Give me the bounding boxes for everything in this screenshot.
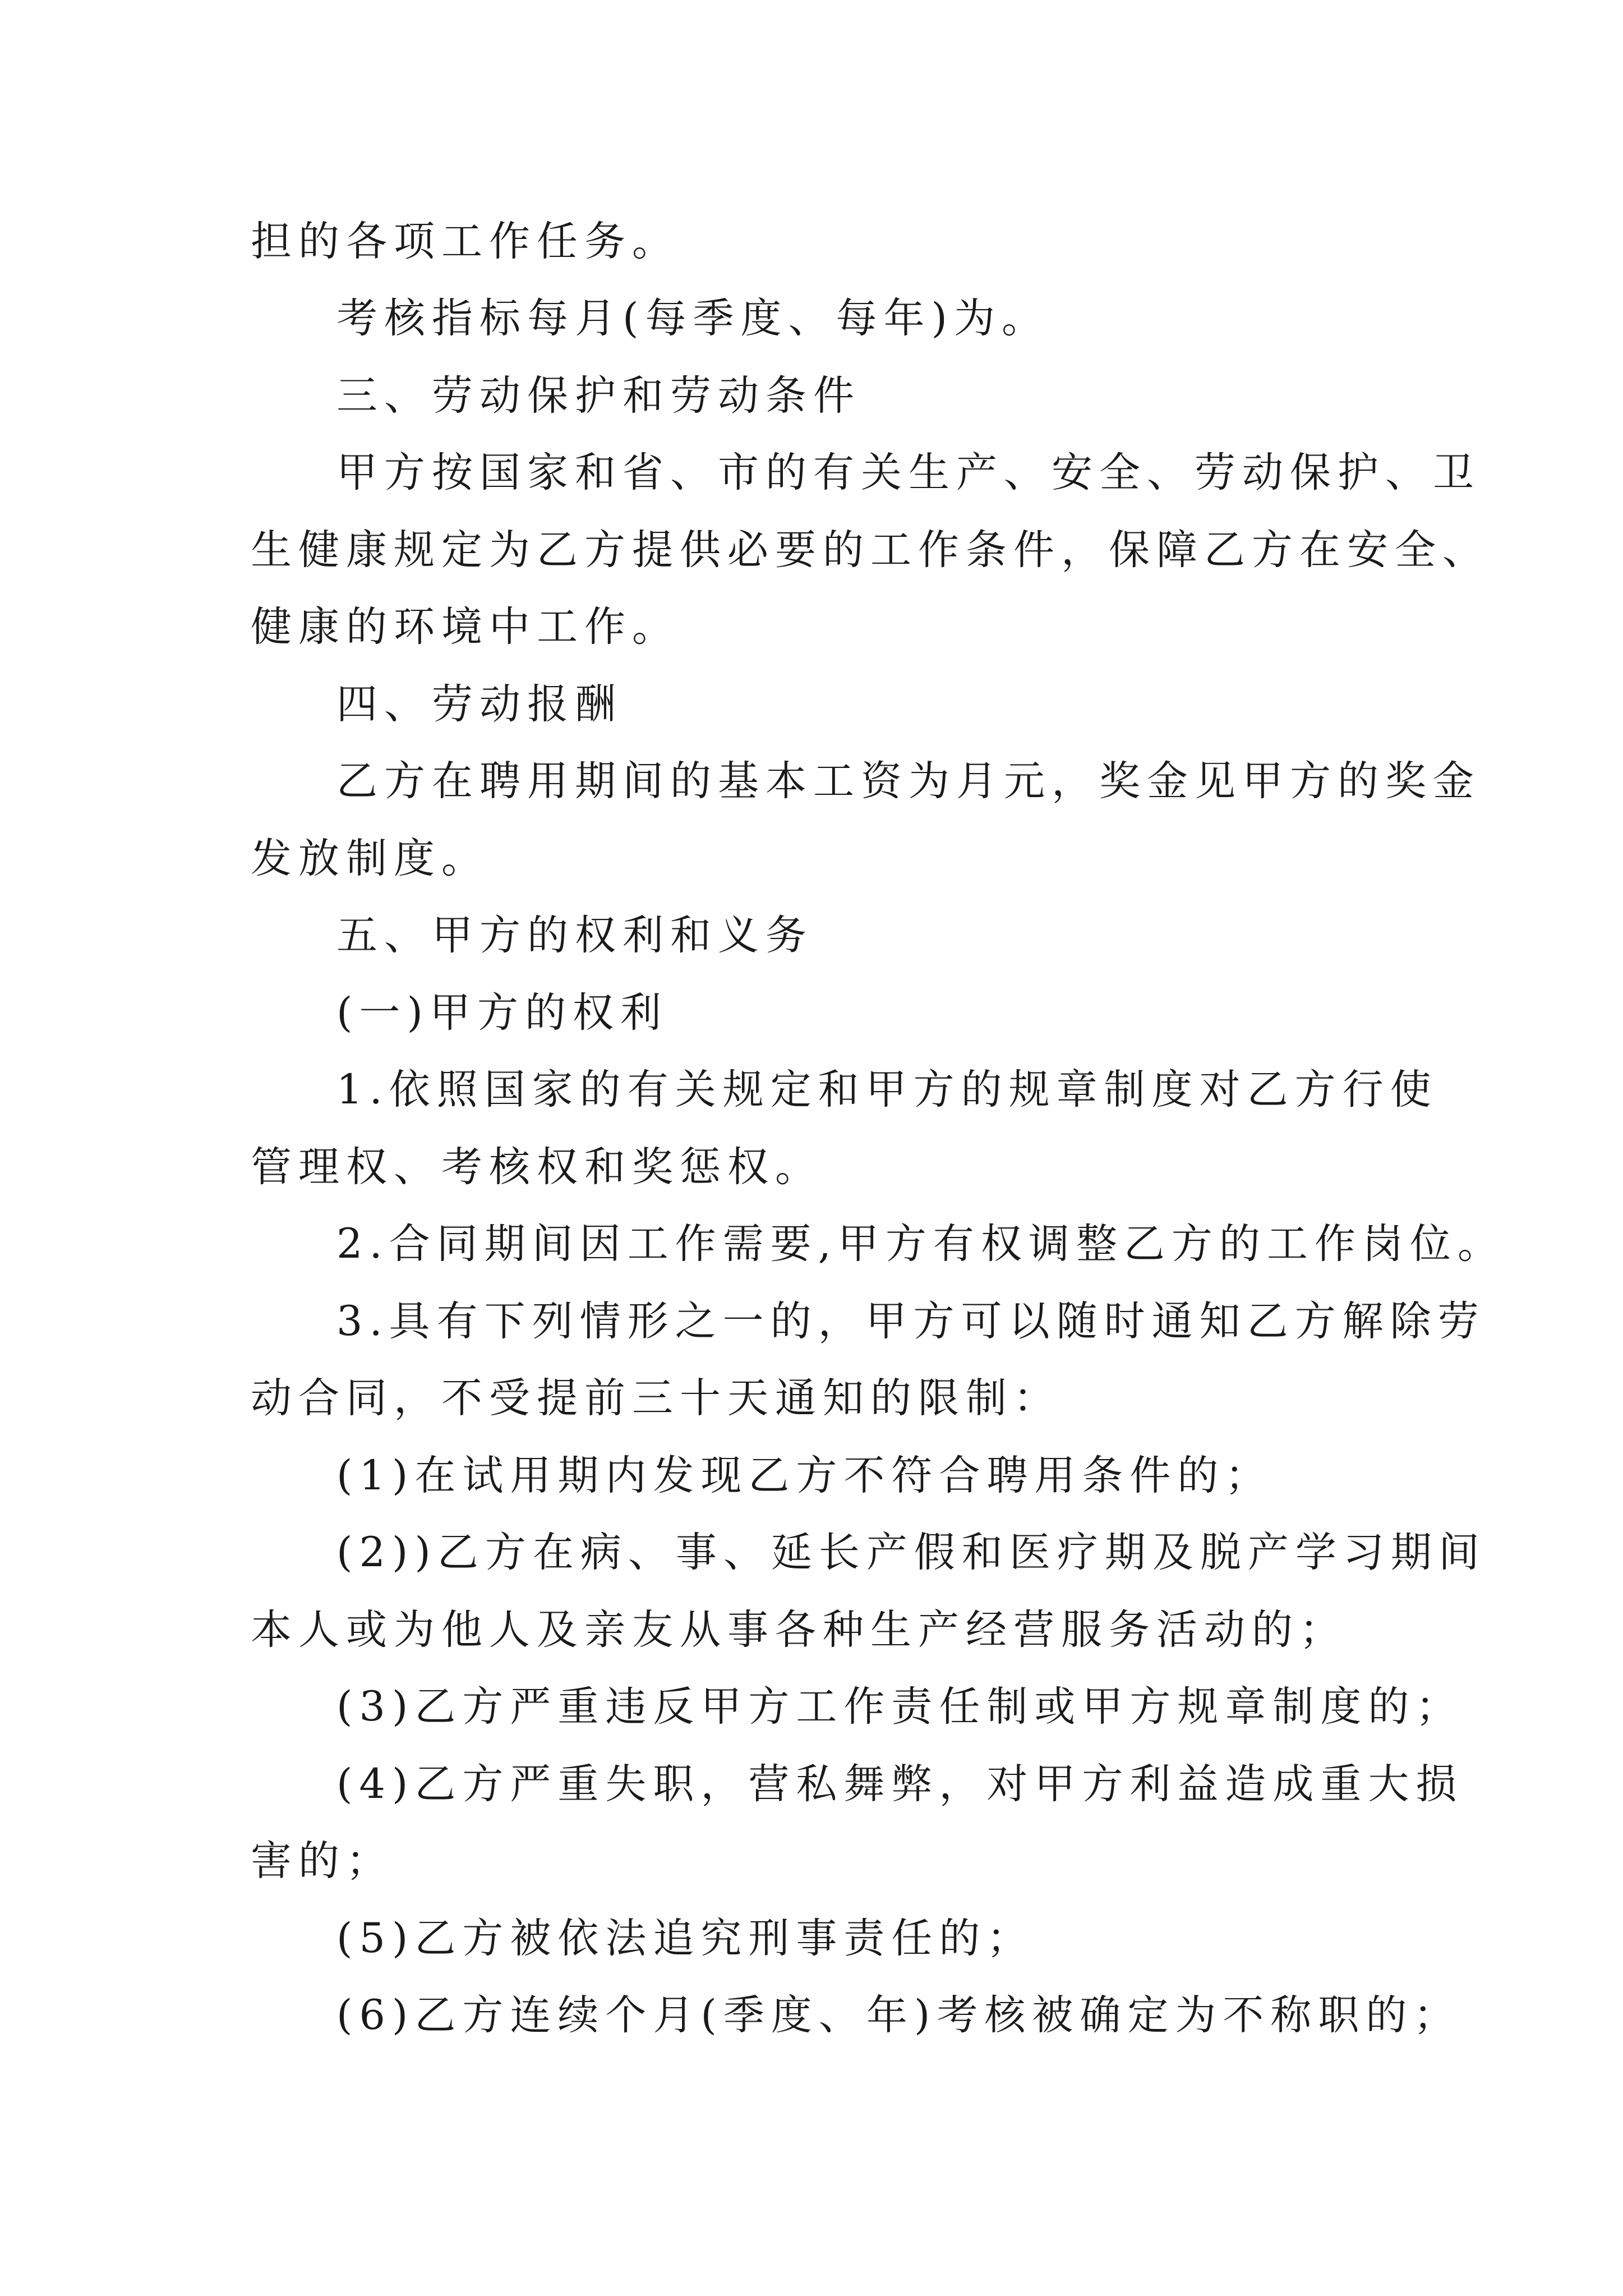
text-line: 害的； xyxy=(251,1837,394,1885)
text-line: (4)乙方严重失职，营私舞弊，对甲方利益造成重大损 xyxy=(336,1760,1464,1808)
section-heading: 三、劳动保护和劳动条件 xyxy=(336,372,861,420)
text-line: 生健康规定为乙方提供必要的工作条件，保障乙方在安全、 xyxy=(251,526,1490,574)
text-line: 2.合同期间因工作需要,甲方有权调整乙方的工作岗位。 xyxy=(336,1220,1505,1268)
text-line: 3.具有下列情形之一的，甲方可以随时通知乙方解除劳 xyxy=(336,1297,1486,1345)
text-line: 本人或为他人及亲友从事各种生产经营服务活动的； xyxy=(251,1606,1347,1654)
text-line: (6)乙方连续个月(季度、年)考核被确定为不称职的； xyxy=(336,1991,1461,2039)
subsection-heading: (一)甲方的权利 xyxy=(336,989,668,1037)
text-line: 发放制度。 xyxy=(251,835,489,882)
text-line: 健康的环境中工作。 xyxy=(251,603,680,651)
text-line: 考核指标每月(每季度、每年)为。 xyxy=(336,295,1049,342)
text-line: 动合同，不受提前三十天通知的限制： xyxy=(251,1374,1061,1422)
section-heading: 五、甲方的权利和义务 xyxy=(336,912,813,959)
text-line: 甲方按国家和省、市的有关生产、安全、劳动保护、卫 xyxy=(336,449,1481,496)
text-line: (5)乙方被依法追究刑事责任的； xyxy=(336,1915,1035,1962)
text-line: 乙方在聘用期间的基本工资为月元，奖金见甲方的奖金 xyxy=(336,757,1481,805)
text-line: (3)乙方严重违反甲方工作责任制或甲方规章制度的； xyxy=(336,1683,1464,1731)
text-line: (2))乙方在病、事、延长产假和医疗期及脱产学习期间 xyxy=(336,1529,1486,1576)
text-line: 担的各项工作任务。 xyxy=(251,218,680,265)
text-line: 1.依照国家的有关规定和甲方的规章制度对乙方行使 xyxy=(336,1066,1438,1114)
section-heading: 四、劳动报酬 xyxy=(336,680,623,728)
text-line: (1)在试用期内发现乙方不符合聘用条件的； xyxy=(336,1452,1273,1499)
text-line: 管理权、考核权和奖惩权。 xyxy=(251,1143,823,1191)
